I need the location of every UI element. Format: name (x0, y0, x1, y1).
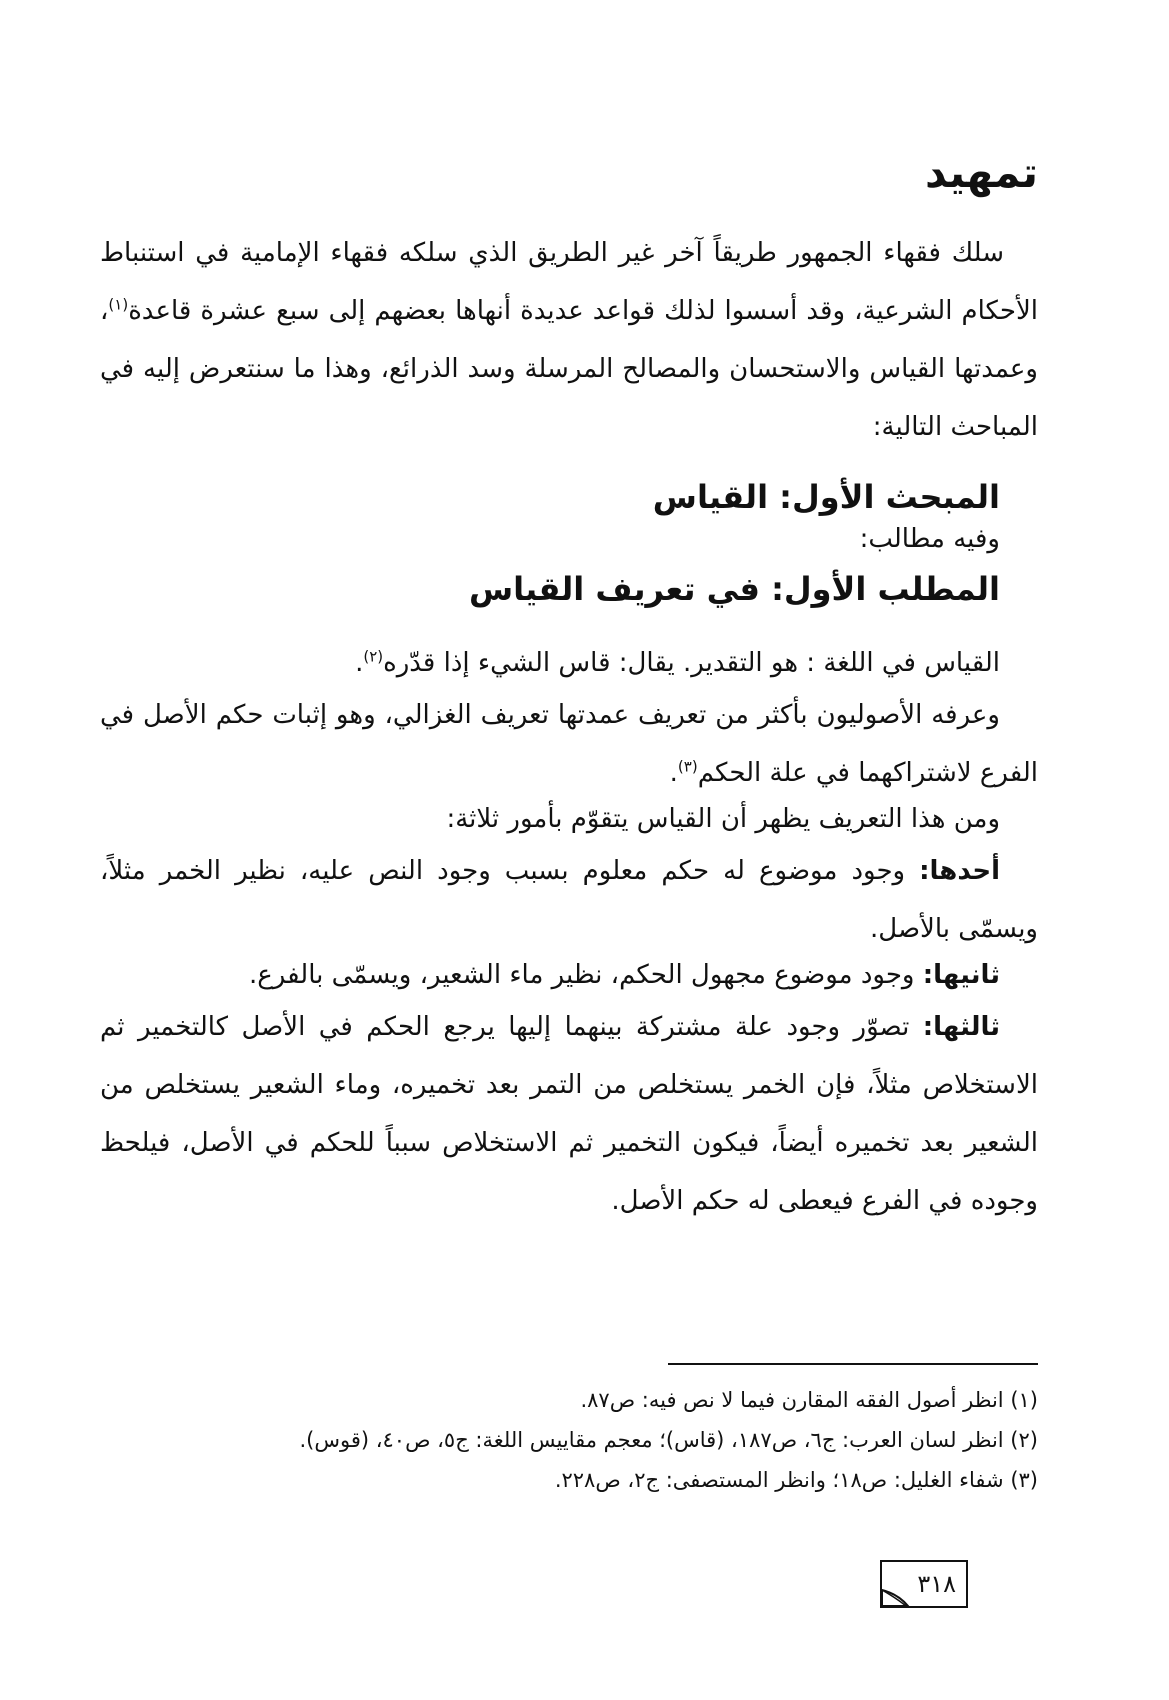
second-element-label: ثانيها: (922, 960, 1000, 990)
three-elements-intro: ومن هذا التعريف يظهر أن القياس يتقوّم بأمور ثلاثة: (446, 804, 1000, 834)
third-element-text: تصوّر وجود علة مشتركة بينهما إليها يرجع الحكم في الأصل كالتخمير ثم الاستخلاص مثلاً، فإن الخمر يستخلص من التمر بعد تخميره، وماء الشعير يستخلص من الشعير بعد تخميره أيضاً، فيكون التخمير ثم الاستخلاص سبباً للحكم في الأصل، فيلحظ وجوده في الفرع فيعطى له حكم الأصل. (100, 1012, 1038, 1216)
footnote-separator (668, 1363, 1038, 1365)
second-element-paragraph (249, 946, 1000, 1004)
footnote-ref-1: (١) (108, 295, 129, 314)
footnote-1: (١) انظر أصول الفقه المقارن فيما لا نص فيه: ص٨٧. (580, 1388, 1038, 1412)
istilah-paragraph (100, 686, 1038, 802)
subsections-note: وفيه مطالب: (859, 524, 1000, 554)
footnote-3: (٣) شفاء الغليل: ص١٨؛ وانظر المستصفى: ج٢، ص٢٢٨. (554, 1468, 1038, 1492)
page-number-box (880, 1560, 968, 1608)
footnote-ref-3: (٣) (677, 757, 698, 776)
first-element-paragraph (100, 842, 1038, 958)
istilah-text: وعرفه الأصوليون بأكثر من تعريف عمدتها تعريف الغزالي، وهو إثبات حكم الأصل في الفرع لاشتراكهما في علة الحكم (100, 700, 1038, 788)
subsection-heading: المطلب الأول: في تعريف القياس (468, 570, 1000, 608)
intro-paragraph (100, 224, 1038, 456)
lugha-definition (355, 634, 1000, 692)
lugha-end: . (355, 648, 364, 678)
intro-text-rest: ، وعمدتها القياس والاستحسان والمصالح المرسلة وسد الذرائع، وهذا ما سنتعرض إليه في المباحث التالية: (100, 296, 1038, 442)
page (100, 0, 1038, 1700)
third-element-paragraph (100, 998, 1038, 1230)
lugha-text: القياس في اللغة : هو التقدير. يقال: قاس الشيء إذا قدّره (383, 648, 1000, 678)
page-number: ٣١٨ (917, 1570, 956, 1598)
first-element-label: أحدها: (919, 856, 1000, 886)
third-element-label: ثالثها: (922, 1012, 1000, 1042)
footnote-2: (٢) انظر لسان العرب: ج٦، ص١٨٧، (قاس)؛ معجم مقاييس اللغة: ج٥، ص٤٠، (قوس). (299, 1428, 1038, 1452)
first-element-text: وجود موضوع له حكم معلوم بسبب وجود النص عليه، نظير الخمر مثلاً، ويسمّى بالأصل. (100, 856, 1038, 944)
intro-text: سلك فقهاء الجمهور طريقاً آخر غير الطريق الذي سلكه فقهاء الإمامية في استنباط الأحكام الشرعية، وقد أسسوا لذلك قواعد عديدة أنهاها بعضهم إلى سبع عشرة قاعدة (100, 238, 1038, 326)
section-heading: المبحث الأول: القياس (652, 478, 1000, 516)
second-element-text: وجود موضوع مجهول الحكم، نظير ماء الشعير، ويسمّى بالفرع. (249, 960, 923, 990)
istilah-end: . (669, 758, 678, 788)
footnote-ref-2: (٢) (363, 647, 384, 666)
page-title: تمهيد (924, 148, 1038, 197)
